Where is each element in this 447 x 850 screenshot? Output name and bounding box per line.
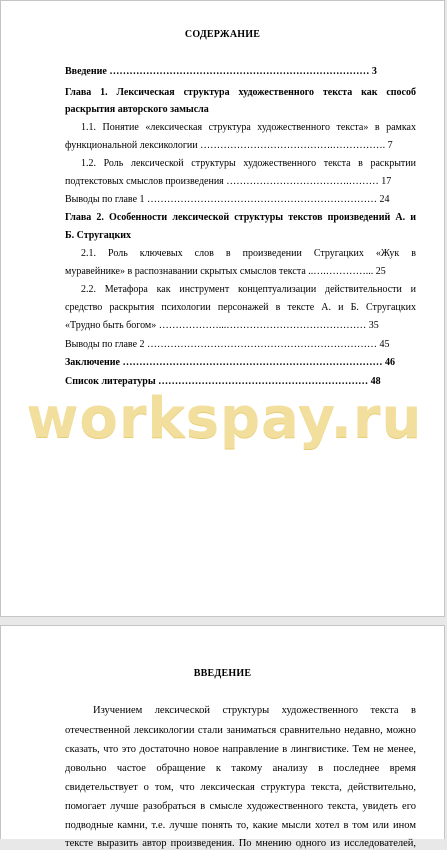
toc-line: Выводы по главе 2 …………………………………………………………… 45 <box>65 339 390 350</box>
toc-line: «Трудно быть богом» ………………...…………………………………… 35 <box>65 320 379 331</box>
intro-line: подводные камни, т.е. лучше понять то, какие мысли хотел в том или ином <box>65 820 416 831</box>
toc-title: СОДЕРЖАНИЕ <box>184 29 261 40</box>
toc-line: 2.2. Метафора как инструмент концептуализации действительности и <box>81 284 416 295</box>
intro-line: свидетельствует о том, что лексическая структура текста, действительно, <box>65 782 416 793</box>
toc-line: 2.1. Роль ключевых слов в произведении Стругацких «Жук в <box>81 248 416 259</box>
watermark: workspay.ru <box>26 386 423 451</box>
intro-line: тексте выразить автор произведения. По мнению одного из исследователей, <box>65 838 416 849</box>
toc-line: Глава 1. Лексическая структура художественного текста как способ <box>65 87 416 98</box>
intro-title: ВВЕДЕНИЕ <box>193 668 252 679</box>
toc-line: Глава 2. Особенности лексической структуры текстов произведений А. и <box>65 212 416 223</box>
toc-line: Б. Стругацких <box>65 230 131 241</box>
toc-line: раскрытия авторского замысла <box>65 104 209 115</box>
intro-line: Изучением лексической структуры художественного текста в <box>93 705 416 716</box>
toc-line: средство раскрытия психологии персонажей в тексте А. и Б. Стругацких <box>65 302 416 313</box>
intro-page <box>0 625 445 849</box>
toc-line: функциональной лексикологии ………………………………….……………. 7 <box>65 140 393 151</box>
intro-line: отечественной лексикологии стали заниматься сравнительно недавно, можно <box>65 725 416 736</box>
intro-line: довольно частое обращение к такому анализу в последнее время <box>65 763 416 774</box>
toc-line: Заключение …………………………………………………………………… 46 <box>65 357 395 368</box>
toc-line: подтекстовых смыслов произведения ……………………………….……… 17 <box>65 176 392 187</box>
toc-line: Введение …………………………………………………………………… 3 <box>65 66 377 77</box>
toc-line: Выводы по главе 1 …………………………………………………………… 24 <box>65 194 390 205</box>
toc-line: Список литературы ……………………………………………………… 48 <box>65 376 381 387</box>
toc-line: муравейнике» в распознавании скрытых смыслов текста ..….…………... 25 <box>65 266 386 277</box>
intro-line: помогает лучше разобраться в смысле художественного текста, увидеть его <box>65 801 416 812</box>
toc-line: 1.2. Роль лексической структуры художественного текста в раскрытии <box>81 158 416 169</box>
intro-line: сказать, что это достаточно новое направление в лингвистике. Тем не менее, <box>65 744 416 755</box>
toc-line: 1.1. Понятие «лексическая структура художественного текста» в рамках <box>81 122 416 133</box>
